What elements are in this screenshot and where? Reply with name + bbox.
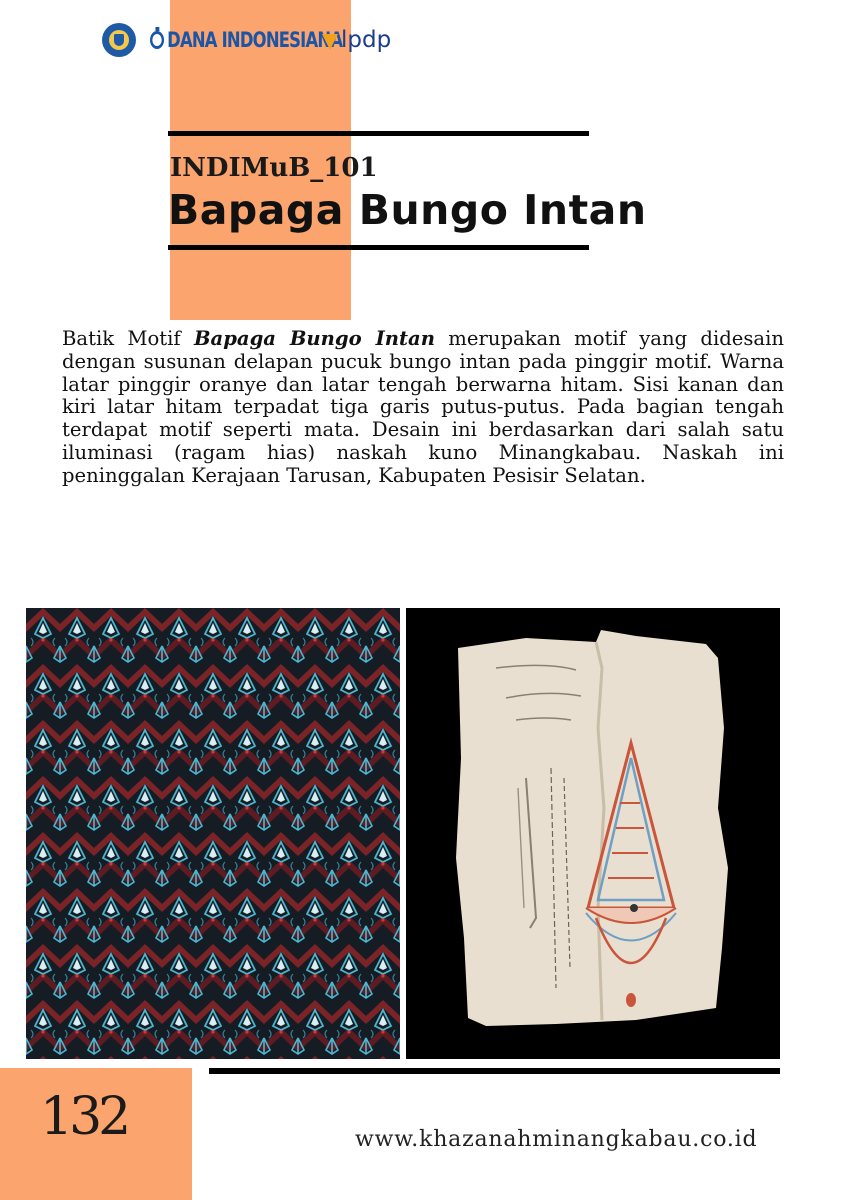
website-link[interactable]: www.khazanahminangkabau.co.id — [355, 1127, 758, 1152]
title-rule-bottom — [168, 245, 589, 250]
dana-indonesiana-logo — [150, 28, 343, 52]
title-rule-top — [168, 131, 589, 136]
stopwatch-icon — [150, 31, 164, 49]
description-lead: Batik Motif — [62, 327, 194, 350]
motif-code: INDIMuB_101 — [170, 153, 378, 183]
lpdp-text: lpdp — [341, 27, 392, 53]
description-motif-name: Bapaga Bungo Intan — [193, 327, 435, 350]
dana-indonesiana-text: DANA INDONESIANA — [167, 28, 343, 52]
description-paragraph — [62, 328, 784, 488]
manuscript-illumination-image — [406, 608, 780, 1059]
page-number: 132 — [40, 1087, 128, 1147]
logo-row — [102, 22, 391, 58]
description-body: merupakan motif yang didesain dengan susunan delapan pucuk bungo intan pada pinggir motif. Warna latar pinggir oranye dan latar tengah berwarna hitam. Sisi kanan dan kiri latar hitam terpadat tiga garis putus-putus. Pada bagian tengah terdapat motif seperti mata. Desain ini berdasarkan dari salah satu iluminasi (ragam hias) naskah kuno Minangkabau. Naskah ini peninggalan Kerajaan Tarusan, Kabupaten Pesisir Selatan. — [62, 327, 784, 487]
kemdikbud-emblem-icon — [102, 23, 136, 57]
lpdp-flame-icon — [322, 34, 338, 50]
footer-rule — [209, 1068, 780, 1074]
batik-pattern-image — [26, 608, 400, 1059]
page-title: Bapaga Bungo Intan — [168, 186, 647, 234]
